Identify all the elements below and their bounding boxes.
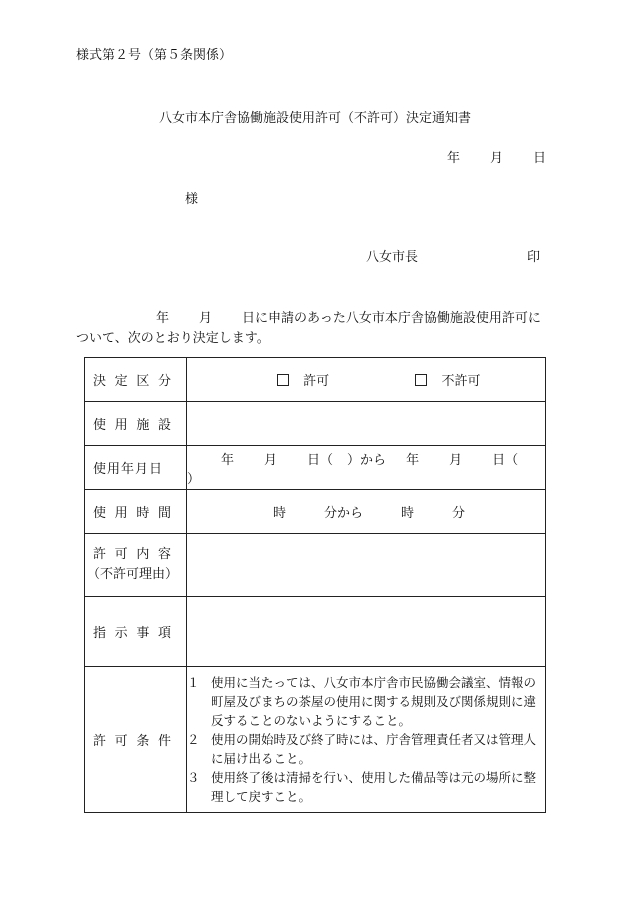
label-permit-content: 許 可 内 容 （不許可理由） bbox=[85, 534, 187, 597]
intro-rest: 日に申請のあった八女市本庁舎協働施設使用許可に bbox=[242, 311, 541, 326]
intro-line-1 bbox=[76, 307, 541, 326]
row-permit-content bbox=[85, 534, 546, 597]
condition-item: １ 使用に当たっては、八女市本庁舎市民協働会議室、情報の町屋及びまちの茶屋の使用に関する規則及び関係規則に違反することのないようにすること。 bbox=[187, 675, 537, 728]
row-use-date bbox=[85, 446, 546, 490]
facility-field[interactable] bbox=[187, 402, 546, 446]
deny-label: 不許可 bbox=[441, 374, 481, 389]
form-number: 様式第２号（第５条関係） bbox=[76, 48, 233, 63]
label-conditions: 許 可 条 件 bbox=[85, 667, 187, 813]
issue-date-line bbox=[447, 147, 546, 166]
row-use-time bbox=[85, 490, 546, 534]
sender-title: 八女市長 bbox=[366, 250, 419, 265]
document-title: 八女市本庁舎協働施設使用許可（不許可）決定通知書 bbox=[158, 111, 471, 126]
conditions-list bbox=[187, 667, 546, 813]
permit-label: 許可 bbox=[303, 374, 330, 389]
date-year: 年 bbox=[447, 151, 461, 166]
addressee-suffix: 様 bbox=[185, 192, 199, 207]
seal-mark: 印 bbox=[527, 250, 541, 265]
row-conditions bbox=[85, 667, 546, 813]
row-decision-type bbox=[85, 358, 546, 402]
intro-month: 月 bbox=[199, 311, 213, 326]
row-instructions bbox=[85, 597, 546, 667]
decision-options bbox=[187, 358, 546, 402]
date-day: 日 bbox=[533, 151, 547, 166]
label-facility: 使 用 施 設 bbox=[85, 402, 187, 446]
instructions-field[interactable] bbox=[187, 597, 546, 667]
use-time-field[interactable]: 時 分から 時 分 bbox=[187, 490, 546, 534]
label-use-time: 使 用 時 間 bbox=[85, 490, 187, 534]
label-instructions: 指 示 事 項 bbox=[85, 597, 187, 667]
row-facility bbox=[85, 402, 546, 446]
label-decision-type: 決 定 区 分 bbox=[85, 358, 187, 402]
deny-checkbox[interactable] bbox=[415, 374, 427, 386]
use-date-field[interactable]: 年 月 日（ ）から 年 月 日（） bbox=[187, 446, 546, 490]
permit-checkbox[interactable] bbox=[277, 374, 289, 386]
intro-year: 年 bbox=[156, 311, 170, 326]
permit-content-field[interactable] bbox=[187, 534, 546, 597]
decision-table bbox=[84, 357, 546, 813]
condition-item: ３ 使用終了後は清掃を行い、使用した備品等は元の場所に整理して戻すこと。 bbox=[187, 770, 537, 804]
label-use-date: 使用年月日 bbox=[85, 446, 187, 490]
intro-line-2: ついて、次のとおり決定します。 bbox=[76, 331, 270, 346]
condition-item: ２ 使用の開始時及び終了時には、庁舎管理責任者又は管理人に届け出ること。 bbox=[187, 732, 537, 766]
date-month: 月 bbox=[490, 151, 504, 166]
